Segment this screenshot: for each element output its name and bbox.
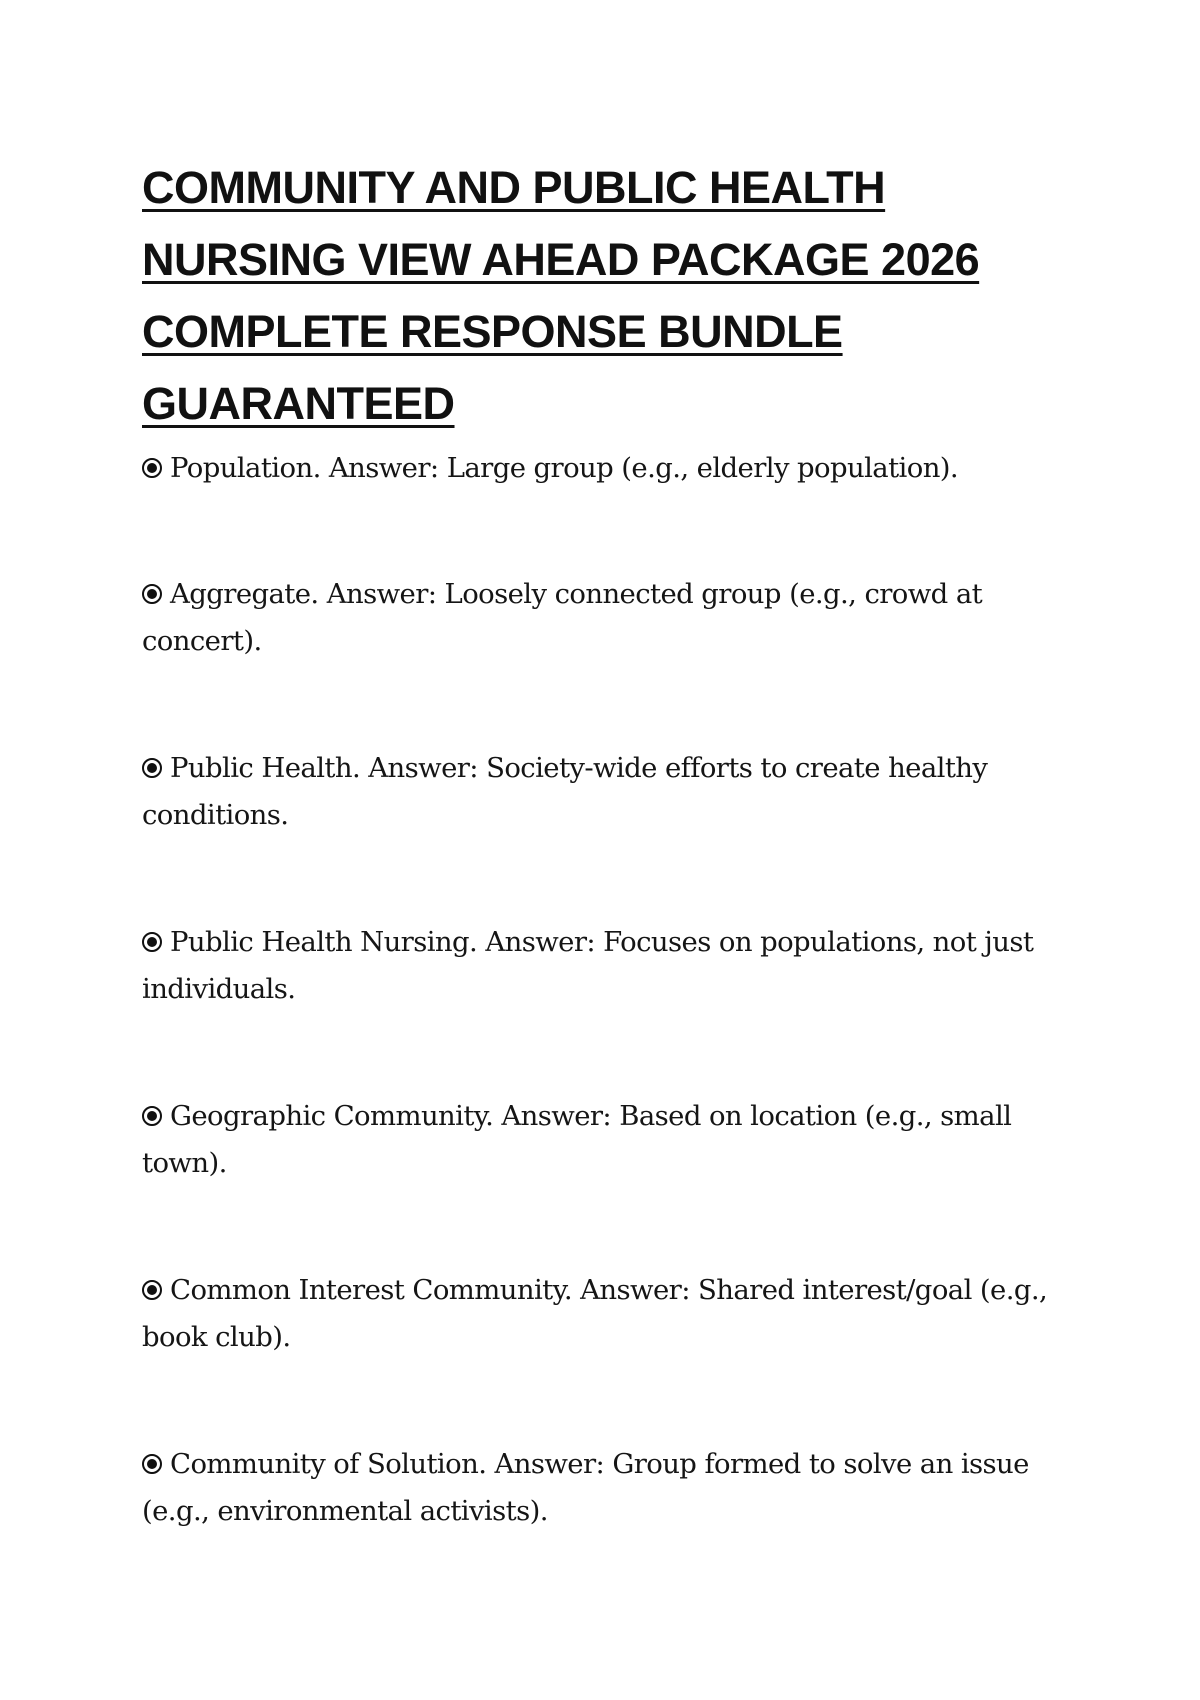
fisheye-bullet-icon [142, 1454, 162, 1474]
qa-list [142, 445, 1062, 1615]
list-item-text: Public Health Nursing. Answer: Focuses on populations, not just individuals. [142, 926, 1034, 1005]
list-item [142, 745, 1062, 839]
list-item-text: Community of Solution. Answer: Group formed to solve an issue (e.g., environmental activists). [142, 1448, 1029, 1527]
list-item-text: Population. Answer: Large group (e.g., elderly population). [170, 452, 959, 484]
fisheye-bullet-icon [142, 458, 162, 478]
list-item [142, 445, 1062, 492]
fisheye-bullet-icon [142, 932, 162, 952]
fisheye-bullet-icon [142, 758, 162, 778]
list-item [142, 1267, 1062, 1361]
fisheye-bullet-icon [142, 1280, 162, 1300]
fisheye-bullet-icon [142, 584, 162, 604]
document-title: COMMUNITY AND PUBLIC HEALTH NURSING VIEW AHEAD PACKAGE 2026 COMPLETE RESPONSE BUNDLE GUARANTEED [142, 162, 980, 429]
list-item-text: Geographic Community. Answer: Based on location (e.g., small town). [142, 1100, 1012, 1179]
list-item [142, 1441, 1062, 1535]
list-item [142, 571, 1062, 665]
list-item [142, 919, 1062, 1013]
list-item-text: Aggregate. Answer: Loosely connected group (e.g., crowd at concert). [142, 578, 983, 657]
fisheye-bullet-icon [142, 1106, 162, 1126]
list-item-text: Public Health. Answer: Society-wide efforts to create healthy conditions. [142, 752, 988, 831]
list-item [142, 1093, 1062, 1187]
list-item-text: Common Interest Community. Answer: Shared interest/goal (e.g., book club). [142, 1274, 1048, 1353]
